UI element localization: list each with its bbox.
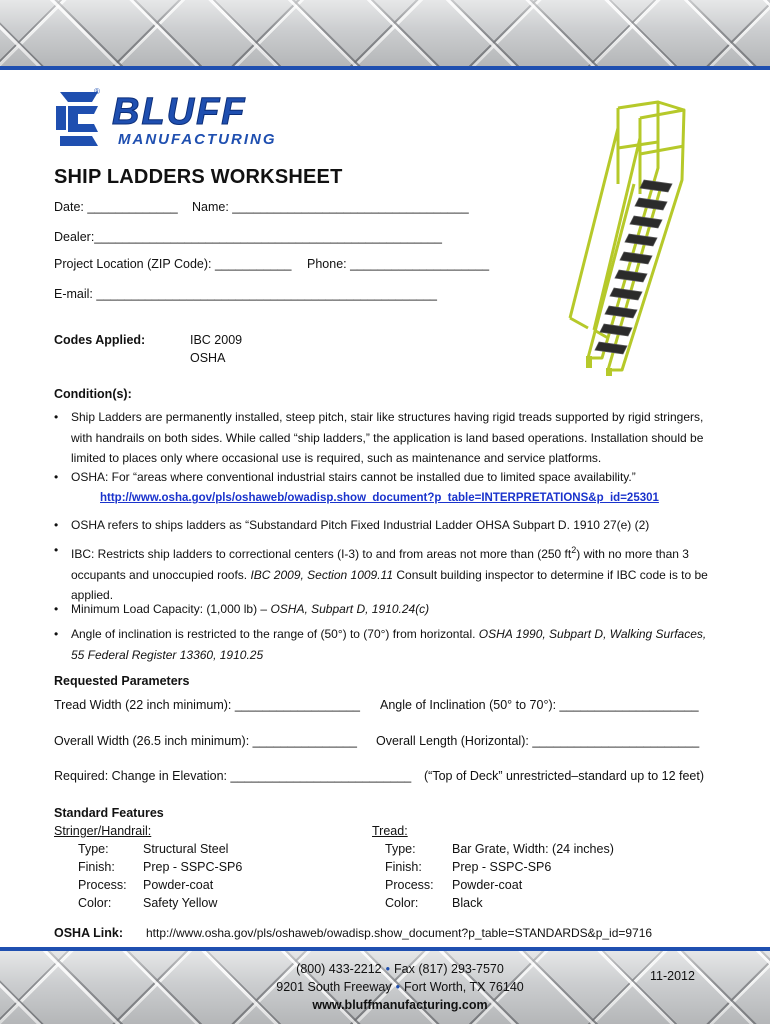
condition-item (54, 467, 714, 488)
logo-reg-mark: ® (94, 87, 100, 96)
diamond-plate-header (0, 0, 770, 66)
ship-ladder-illustration (548, 88, 718, 378)
tread-color-label: Color: (385, 896, 419, 910)
condition-item (54, 540, 714, 606)
tread-type-label: Type: (385, 842, 416, 856)
overall-length-field[interactable]: Overall Length (Horizontal): ________________________ (376, 734, 700, 748)
code-ibc: IBC 2009 (190, 333, 243, 347)
project-location-field[interactable]: Project Location (ZIP Code): ___________ (54, 257, 292, 271)
footer-address-line (200, 980, 600, 994)
name-field[interactable]: Name: __________________________________ (192, 200, 469, 214)
footer-separator: • (395, 980, 400, 994)
condition-text: Ship Ladders are permanently installed, steep pitch, stair like structures having rigid treads supported by rigid stringers, with handrails on both sides. While called “ship ladders,” the application is land based operations. Installation should be limited to places only where occasional use is required, such as maintenance and service platforms. (71, 410, 704, 465)
phone-field[interactable]: Phone: ____________________ (307, 257, 490, 271)
page-title: SHIP LADDERS WORKSHEET (54, 166, 343, 188)
stringer-type-value: Structural Steel (143, 842, 229, 856)
tread-color-value: Black (452, 896, 483, 910)
tread-type-value: Bar Grate, Width: (24 inches) (452, 842, 614, 856)
angle-field[interactable]: Angle of Inclination (50° to 70°): ____________________ (380, 698, 699, 712)
footer-rule (0, 947, 770, 951)
requested-parameters-heading: Requested Parameters (54, 674, 190, 688)
dealer-field[interactable]: Dealer:__________________________________________________ (54, 230, 442, 244)
bullet-marker: • (54, 410, 59, 424)
stringer-type-label: Type: (78, 842, 109, 856)
condition-item (54, 407, 714, 469)
code-osha: OSHA (190, 351, 226, 365)
condition-text: Minimum Load Capacity: (1,000 lb) – OSHA, Subpart D, 1910.24(c) (71, 602, 430, 616)
condition-text: OSHA refers to ships ladders as “Substandard Pitch Fixed Industrial Ladder OHSA Subpart D. 1910 27(e) (2) (71, 518, 650, 532)
footer-date: 11-2012 (650, 969, 695, 983)
stringer-process-label: Process: (78, 878, 127, 892)
codes-applied-label: Codes Applied: (54, 333, 146, 347)
stringer-color-value: Safety Yellow (143, 896, 218, 910)
stringer-heading: Stringer/Handrail: (54, 824, 152, 838)
bullet-marker: • (54, 543, 59, 557)
osha-link-label: OSHA Link: (54, 926, 123, 940)
condition-text: OSHA: For “areas where conventional industrial stairs cannot be installed due to limited space availability.” (71, 470, 636, 484)
email-field[interactable]: E-mail: _________________________________________________ (54, 287, 438, 301)
elevation-note: (“Top of Deck” unrestricted–standard up to 12 feet) (424, 769, 705, 783)
tread-process-value: Powder-coat (452, 878, 523, 892)
standard-features-heading: Standard Features (54, 806, 164, 820)
tread-heading: Tread: (372, 824, 408, 838)
condition-text: IBC: Restricts ship ladders to correctional centers (I-3) to and from areas not more than (250 $ft^2$) with no more than 3 occupants and unoccupied roofs. IBC 2009, Section 1009.11 Consult building inspector to determine if IBC code is to be applied. (71, 545, 708, 602)
date-field[interactable]: Date: _____________ (54, 200, 178, 214)
osha-standards-link[interactable]: http://www.osha.gov/pls/oshaweb/owadisp.show_document?p_table=STANDARDS&p_id=9716 (146, 926, 653, 940)
conditions-heading: Condition(s): (54, 387, 132, 401)
stringer-finish-value: Prep - SSPC-SP6 (143, 860, 243, 874)
condition-text: Angle of inclination is restricted to the range of (50°) to (70°) from horizontal. OSHA 1990, Subpart D, Walking Surfaces, 55 Federal Register 13360, 1910.25 (71, 627, 707, 662)
condition-item (54, 599, 714, 620)
footer-street: 9201 South Freeway (276, 980, 392, 994)
condition-item (54, 624, 714, 665)
logo-subtitle: MANUFACTURING (118, 131, 277, 148)
tread-width-field[interactable]: Tread Width (22 inch minimum): __________________ (54, 698, 360, 712)
footer-fax: Fax (817) 293-7570 (394, 962, 504, 976)
bluff-emblem-icon (56, 92, 98, 146)
stringer-finish-label: Finish: (78, 860, 115, 874)
footer-city: Fort Worth, TX 76140 (404, 980, 524, 994)
logo-wordmark: BLUFF (112, 91, 247, 133)
tread-process-label: Process: (385, 878, 434, 892)
stringer-process-value: Powder-coat (143, 878, 214, 892)
footer-separator: • (385, 962, 391, 976)
bluff-logo (54, 84, 324, 150)
bullet-marker: • (54, 602, 59, 616)
footer-website[interactable]: www.bluffmanufacturing.com (312, 998, 488, 1012)
stringer-color-label: Color: (78, 896, 112, 910)
overall-width-field[interactable]: Overall Width (26.5 inch minimum): _______________ (54, 734, 357, 748)
bullet-marker: • (54, 518, 59, 532)
header-rule (0, 66, 770, 70)
footer-phone[interactable]: (800) 433-2212 (296, 962, 382, 976)
osha-interpretations-link[interactable]: http://www.osha.gov/pls/oshaweb/owadisp.show_document?p_table=INTERPRETATIONS&p_id=25301 (100, 492, 659, 504)
tread-finish-label: Finish: (385, 860, 422, 874)
tread-finish-value: Prep - SSPC-SP6 (452, 860, 552, 874)
footer-contact-line (200, 962, 600, 976)
bullet-marker: • (54, 470, 59, 484)
bullet-marker: • (54, 627, 59, 641)
elevation-field[interactable]: Required: Change in Elevation: __________________________ (54, 769, 412, 783)
condition-item (54, 515, 714, 536)
